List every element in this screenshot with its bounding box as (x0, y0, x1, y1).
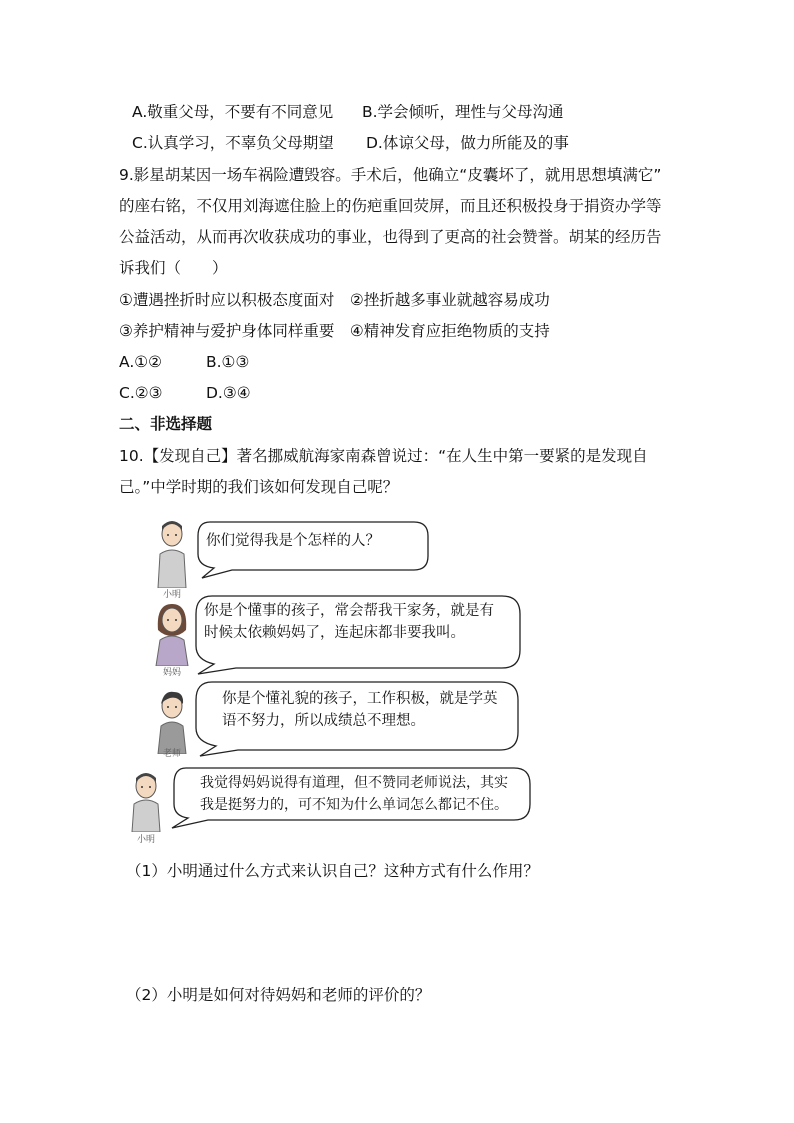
boy-icon (126, 770, 166, 832)
q8-option-a: A.敬重父母，不要有不同意见 (132, 103, 334, 121)
q8-option-b: B.学会倾听，理性与父母沟通 (362, 103, 564, 121)
bubble-3-line-1: 你是个懂礼貌的孩子，工作积极，就是学英 (222, 691, 498, 707)
q9-option-c: C.②③ (119, 384, 163, 402)
q9-stem-line-1: 9.影星胡某因一场车祸险遭毁容。手术后，他确立“皮囊坏了，就用思想填满它” (119, 166, 662, 184)
q9-statements-3-4: ③养护精神与爱护身体同样重要 ④精神发育应拒绝物质的支持 (119, 322, 550, 340)
bubble-4-line-2: 我是挺努力的，可不知为什么单词怎么都记不住。 (200, 797, 508, 813)
q10-sub-question-2: （2）小明是如何对待妈妈和老师的评价的？ (126, 986, 431, 1004)
q9-option-d: D.③④ (206, 384, 251, 402)
bubble-2-line-1: 你是个懂事的孩子，常会帮我干家务，就是有 (204, 603, 494, 619)
q8-option-d: D.体谅父母，做力所能及的事 (366, 134, 569, 152)
q9-option-a: A.①② (119, 353, 163, 371)
speaker-label: 小明 (162, 590, 181, 600)
q9-statements-1-2: ①遭遇挫折时应以积极态度面对 ②挫折越多事业就越容易成功 (119, 291, 550, 309)
q9-stem-line-4: 诉我们（ ） (119, 259, 228, 277)
mom-illustration (150, 600, 194, 680)
speaker-label: 小明 (136, 835, 155, 845)
q8-option-c: C.认真学习，不辜负父母期望 (132, 134, 334, 152)
q10-sub-question-1: （1）小明通过什么方式来认识自己？这种方式有什么作用？ (126, 862, 539, 880)
q9-stem-line-3: 公益活动，从而再次收获成功的事业，也得到了更高的社会赞誉。胡某的经历告 (119, 228, 662, 246)
teacher-icon (152, 688, 192, 754)
teacher-illustration (152, 688, 192, 768)
speech-bubble-2 (192, 594, 524, 678)
bubble-3-line-2: 语不努力，所以成绩总不理想。 (222, 713, 425, 729)
q9-option-b: B.①③ (206, 353, 250, 371)
bubble-4-line-1: 我觉得妈妈说得有道理，但不赞同老师说法，其实 (200, 775, 508, 791)
q10-stem-line-1: 10.【发现自己】著名挪威航海家南森曾说过：“在人生中第一要紧的是发现自 (119, 447, 648, 465)
mom-icon (150, 600, 194, 666)
bubble-1-line-1: 你们觉得我是个怎样的人？ (206, 533, 380, 549)
speech-bubble-1 (192, 520, 432, 580)
speech-bubble-4 (168, 766, 534, 832)
boy-icon (152, 518, 192, 588)
bubble-2-line-2: 时候太依赖妈妈了，连起床都非要我叫。 (204, 625, 465, 641)
speaker-label: 老师 (162, 749, 181, 759)
speaker-label: 妈妈 (162, 668, 181, 678)
q10-stem-line-2: 己。”中学时期的我们该如何发现自己呢？ (119, 478, 399, 496)
boy-illustration (152, 518, 192, 598)
section-title: 二、非选择题 (119, 415, 213, 433)
speech-bubble-3 (192, 680, 522, 760)
q9-stem-line-2: 的座右铭，不仅用刘海遮住脸上的伤疤重回荧屏，而且还积极投身于捐资办学等 (119, 197, 662, 215)
boy-illustration-2 (126, 770, 166, 850)
